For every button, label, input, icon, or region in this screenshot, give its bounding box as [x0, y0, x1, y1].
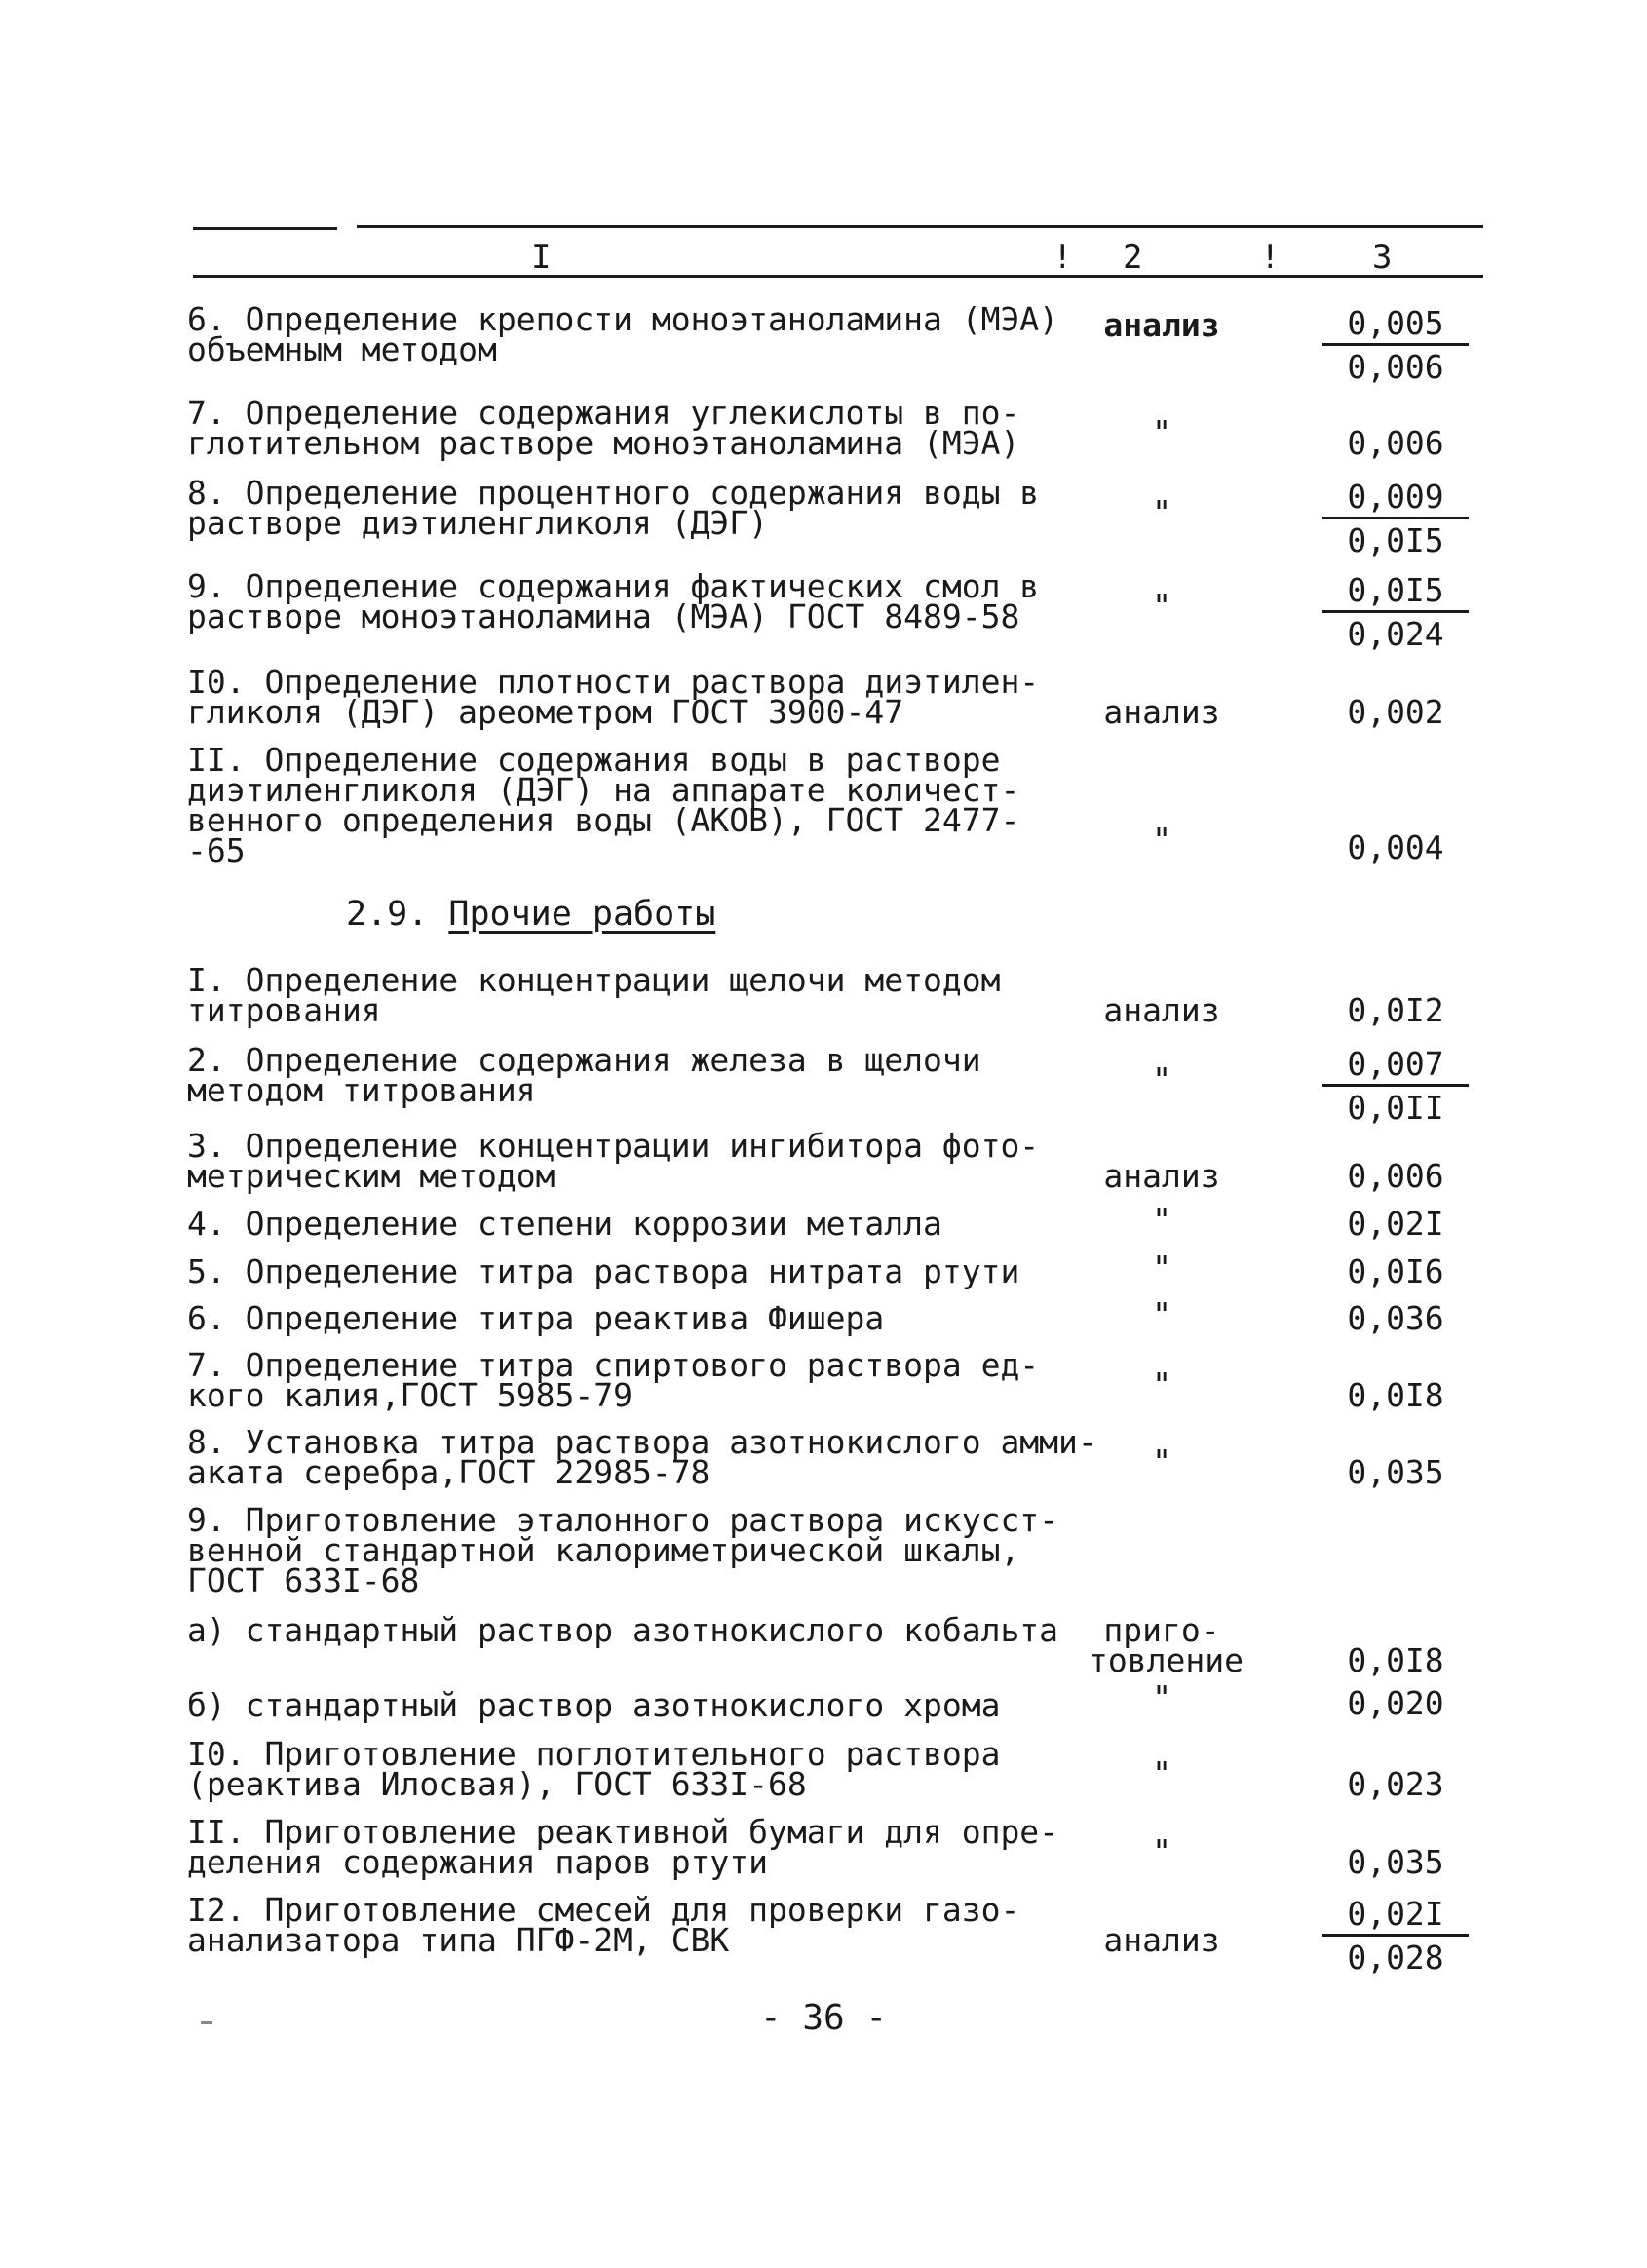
row-unit: ": [1152, 1249, 1171, 1287]
row-description: 4. Определение степени коррозии металла: [187, 1205, 942, 1243]
column-separator-2: !: [1260, 238, 1281, 277]
column-separator-1: !: [1053, 238, 1073, 277]
header-top-rule-left: [193, 227, 337, 230]
row-norm-value: 0,035: [1347, 1453, 1444, 1491]
row-unit: анализ: [1103, 693, 1220, 731]
row-unit: ": [1152, 1365, 1171, 1403]
row-norm-value: 0,02I: [1347, 1205, 1444, 1243]
row-unit: ": [1152, 1832, 1171, 1870]
column-header-1: I: [531, 238, 552, 277]
row-unit: анализ: [1103, 991, 1220, 1029]
row-description: I0. Приготовление поглотительного раствора (реактива Илосвая), ГОСТ 633I-68: [187, 1735, 1001, 1803]
row-norm-value: 0,006: [1347, 424, 1444, 462]
row-unit: анализ: [1103, 1921, 1220, 1959]
header-bottom-rule: [193, 275, 1483, 278]
row-unit: ": [1152, 413, 1171, 451]
row-norm-value: 0,0I2: [1347, 991, 1444, 1029]
row-unit: анализ: [1103, 306, 1220, 344]
row-unit: ": [1152, 1678, 1171, 1716]
row-description: б) стандартный раствор азотнокислого хрома: [187, 1686, 1001, 1724]
row-unit: анализ: [1103, 1157, 1220, 1195]
row-description: 6. Определение крепости моноэтаноламина (МЭА) объемным методом: [187, 300, 1059, 368]
row-norm-fraction: 0,009 0,0I5: [1308, 478, 1483, 562]
row-norm-value: 0,036: [1347, 1299, 1444, 1337]
row-description: 3. Определение концентрации ингибитора фото- метрическим методом: [187, 1127, 1040, 1195]
row-description: II. Определение содержания воды в растворе диэтиленгликоля (ДЭГ) на аппарате количест- венного определения воды (АКОВ), ГОСТ 2477- -65: [187, 741, 1020, 869]
row-unit: ": [1152, 493, 1171, 531]
row-description: 9. Определение содержания фактических смол в растворе моноэтаноламина (МЭА) ГОСТ 8489-58: [187, 567, 1040, 635]
row-description: 9. Приготовление эталонного раствора искусст- венной стандартной калориметрической шкалы, ГОСТ 633I-68: [187, 1501, 1059, 1599]
row-description: I2. Приготовление смесей для проверки газо- анализатора типа ПГФ-2М, СВК: [187, 1891, 1020, 1959]
row-description: 6. Определение титра реактива Фишера: [187, 1299, 885, 1337]
row-description: 8. Установка титра раствора азотнокислого амми- аката серебра,ГОСТ 22985-78: [187, 1423, 1097, 1491]
column-header-3: 3: [1372, 238, 1393, 277]
row-description: а) стандартный раствор азотнокислого кобальта: [187, 1611, 1059, 1649]
row-norm-value: 0,023: [1347, 1765, 1444, 1803]
section-heading: 2.9. Прочие работы: [346, 895, 716, 934]
row-unit: ": [1152, 1295, 1171, 1333]
row-norm-value: 0,035: [1347, 1843, 1444, 1881]
section-title: Прочие работы: [448, 895, 716, 934]
header-top-rule-right: [357, 225, 1483, 228]
row-norm-value: 0,006: [1347, 1157, 1444, 1195]
row-norm-value: 0,0I8: [1347, 1376, 1444, 1414]
row-unit: ": [1152, 1060, 1171, 1098]
row-description: 5. Определение титра раствора нитрата ртути: [187, 1252, 1020, 1290]
row-description: II. Приготовление реактивной бумаги для опре- деления содержания паров ртути: [187, 1813, 1059, 1881]
row-norm-value: 0,002: [1347, 693, 1444, 731]
row-norm-fraction: 0,02I 0,028: [1308, 1895, 1483, 1980]
row-unit: ": [1152, 821, 1171, 859]
column-header-2: 2: [1123, 238, 1143, 277]
row-norm-value: 0,020: [1347, 1684, 1444, 1722]
row-norm-fraction: 0,007 0,0II: [1308, 1045, 1483, 1130]
row-unit: ": [1152, 1201, 1171, 1239]
row-unit: ": [1152, 587, 1171, 625]
page-number: - 36 -: [759, 1998, 888, 2038]
row-unit: ": [1152, 1754, 1171, 1792]
row-unit: ": [1152, 1442, 1171, 1480]
row-description: I0. Определение плотности раствора диэтилен- гликоля (ДЭГ) ареометром ГОСТ 3900-47: [187, 663, 1040, 731]
row-norm-fraction: 0,005 0,006: [1308, 304, 1483, 389]
row-description: 7. Определение титра спиртового раствора ед- кого калия,ГОСТ 5985-79: [187, 1346, 1040, 1414]
row-description: 2. Определение содержания железа в щелочи методом титрования: [187, 1041, 981, 1109]
row-description: 7. Определение содержания углекислоты в по- глотительном растворе моноэтаноламина (МЭА): [187, 394, 1020, 462]
row-norm-value: 0,0I6: [1347, 1252, 1444, 1290]
row-norm-value: 0,0I8: [1347, 1641, 1444, 1679]
row-norm-value: 0,004: [1347, 828, 1444, 866]
row-description: 8. Определение процентного содержания воды в растворе диэтиленгликоля (ДЭГ): [187, 474, 1040, 542]
row-description: I. Определение концентрации щелочи методом титрования: [187, 961, 1001, 1029]
row-unit: приго- товление: [1089, 1611, 1244, 1679]
row-norm-fraction: 0,0I5 0,024: [1308, 571, 1483, 656]
